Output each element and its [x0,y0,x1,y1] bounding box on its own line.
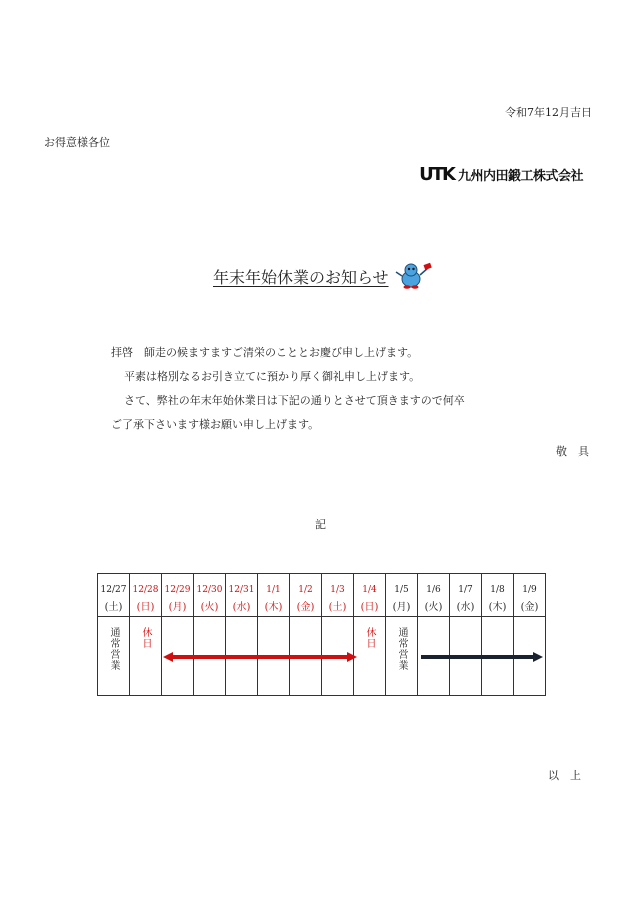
calendar-date: 12/28 [130,574,162,596]
calendar-date: 1/3 [322,574,354,596]
page-title: 年末年始休業のお知らせ [213,267,389,287]
calendar-weekday: (日) [130,595,162,617]
period-arrows [97,616,547,696]
ki-heading: 記 [315,518,326,531]
calendar-weekday: (木) [258,595,290,617]
body-line-3: さて、弊社の年末年始休業日は下記の通りとさせて頂きますので何卒 [124,394,465,407]
calendar-weekday: (金) [514,595,546,617]
status-open-label: 通常営業 [108,627,119,671]
notice-date: 令和7年12月吉日 [505,106,592,119]
company-logo [419,164,583,185]
recipient: お得意様各位 [44,136,110,149]
status-holiday-label: 休日 [364,627,375,649]
calendar-weekday: (水) [450,595,482,617]
calendar-date: 1/1 [258,574,290,596]
mascot-character-icon [393,262,433,290]
calendar-weekday: (火) [194,595,226,617]
holiday-period-arrow [163,652,357,662]
greeting-line: 拝啓 師走の候ますますご清栄のこととお慶び申し上げます。 [111,346,419,359]
calendar-weekday: (金) [290,595,322,617]
calendar-date: 1/7 [450,574,482,596]
calendar-date: 1/8 [482,574,514,596]
calendar-date: 1/9 [514,574,546,596]
ijo-closing: 以 上 [548,769,581,782]
calendar-date: 1/4 [354,574,386,596]
calendar-weekday: (木) [482,595,514,617]
calendar-weekday: (土) [322,595,354,617]
calendar-date: 12/30 [194,574,226,596]
status-open-label: 通常営業 [396,627,407,671]
calendar-weekday: (火) [418,595,450,617]
calendar-date: 1/2 [290,574,322,596]
calendar-date: 12/31 [226,574,258,596]
body-line-2: 平素は格別なるお引き立てに預かり厚く御礼申し上げます。 [124,370,421,383]
closing-phrase: 敬 具 [556,445,589,458]
calendar-date: 1/6 [418,574,450,596]
calendar-weekday: (日) [354,595,386,617]
body-line-4: ご了承下さいます様お願い申し上げます。 [111,418,320,431]
normal-business-arrow [421,652,543,662]
calendar-weekday: (土) [98,595,130,617]
calendar-weekday: (水) [226,595,258,617]
calendar-date: 12/29 [162,574,194,596]
calendar-weekday: (月) [386,595,418,617]
calendar-date: 12/27 [98,574,130,596]
company-name: 九州内田鍛工株式会社 [457,169,583,184]
calendar-date: 1/5 [386,574,418,596]
title-block [213,262,433,290]
company-mark: UTK [419,164,454,185]
calendar-weekday: (月) [162,595,194,617]
status-holiday-label: 休日 [140,627,151,649]
